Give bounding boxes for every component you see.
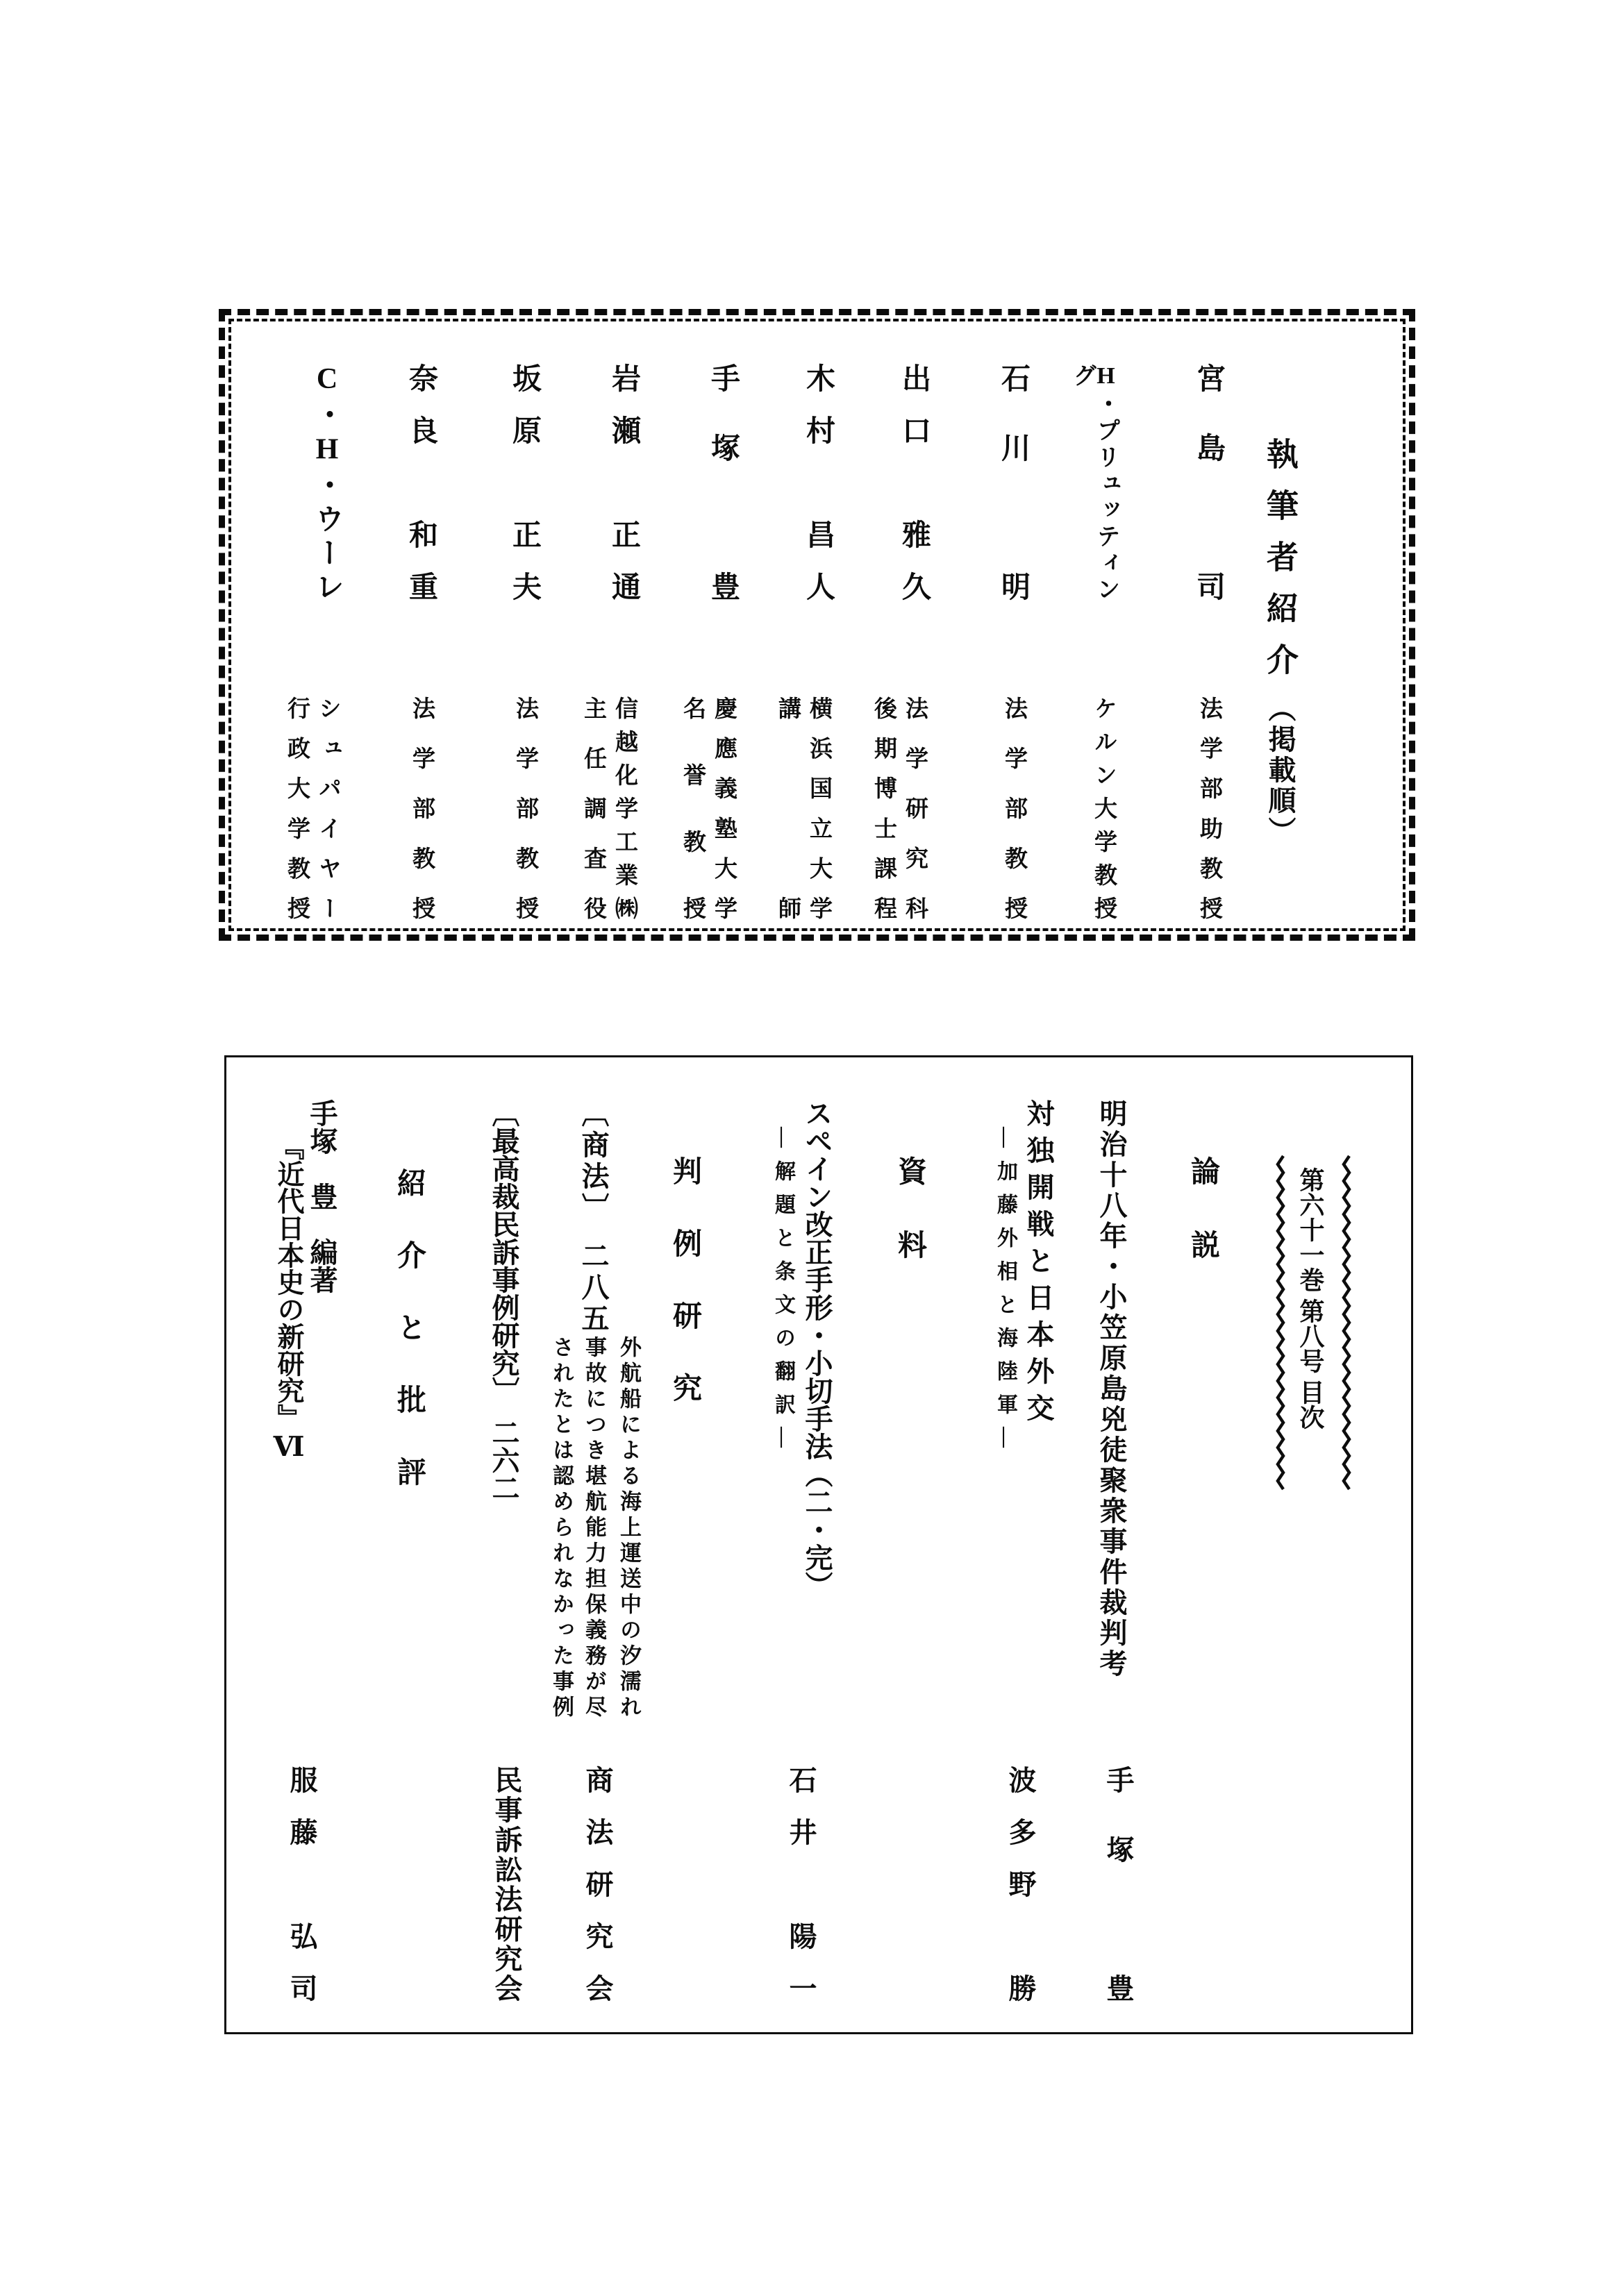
contributor-name: 宮島 司 xyxy=(1192,363,1224,601)
contributor-affiliation-line2: 後期博士課程 xyxy=(871,696,896,919)
contributor-name: 手塚 豊 xyxy=(707,363,739,601)
toc-entry-author: 民事訴訟法研究会 xyxy=(491,1766,522,2002)
toc-entry-subtitle: ―解題と条文の翻訳― xyxy=(772,1127,794,1460)
contributor-affiliation-line1: シュパイヤー xyxy=(315,696,340,919)
contributor-name: 石川 明 xyxy=(997,363,1029,601)
contributors-box xyxy=(219,309,1415,941)
toc-entry-author: 手塚 豊 xyxy=(1103,1766,1134,2002)
toc-entry-author: 商法研究会 xyxy=(582,1766,613,2002)
volume-issue-title: 第六十一巻 第八号 目次 xyxy=(1296,1167,1324,1430)
contributors-title-paren: （掲載順） xyxy=(1265,694,1296,847)
toc-box xyxy=(224,1055,1413,2034)
contributor-name: 奈良 和重 xyxy=(405,363,437,601)
section-heading-hanrei: 判例研究 xyxy=(669,1156,701,1445)
contributor-name: 出口 雅久 xyxy=(898,363,930,601)
toc-entry-author: 服藤 弘司 xyxy=(286,1766,317,2002)
toc-entry-label: 〔商法〕 二八五 xyxy=(578,1099,609,1335)
toc-entry-title: 対独開戦と日本外交 xyxy=(1023,1099,1054,1430)
contributor-name: H・プリュッティング xyxy=(1069,363,1119,601)
toc-entry-book-title: 『近代日本史の新研究』Ⅵ xyxy=(274,1133,303,1463)
contributors-title-main: 執筆者紹介 xyxy=(1262,437,1298,694)
toc-entry-description-line2: 事故につき堪航能力担保義務が尽 xyxy=(582,1336,606,1721)
toc-entry-label: 〔最高裁民訴事例研究〕 二六二 xyxy=(488,1099,519,1502)
toc-entry-title: スペイン改正手形・小切手法（二・完） xyxy=(801,1099,833,1599)
contributor-column-ule xyxy=(225,315,1409,935)
contributor-affiliation-line1: 信越化学工業㈱ xyxy=(612,696,637,919)
section-heading-ronsetsu: 論説 xyxy=(1187,1156,1219,1303)
contributor-affiliation-line1: 慶應義塾大学 xyxy=(711,696,736,919)
toc-entry-author: 波多野 勝 xyxy=(1005,1766,1036,2002)
contributor-affiliation-line1: ケルン大学教授 xyxy=(1091,696,1116,919)
wavy-rule-right xyxy=(1341,1155,1352,1491)
toc-entry-author: 石井 陽一 xyxy=(785,1766,817,2002)
contributor-affiliation-line1: 法学部教授 xyxy=(512,696,537,919)
contributor-affiliation-line1: 法学部教授 xyxy=(1001,696,1026,919)
section-heading-shokai: 紹介と批評 xyxy=(393,1168,425,1529)
contributor-affiliation-line2: 講師 xyxy=(775,696,800,919)
contributor-affiliation-line2: 行政大学教授 xyxy=(284,696,309,919)
contributor-name: 岩瀬 正通 xyxy=(608,363,640,601)
section-heading-shiryo: 資料 xyxy=(894,1156,926,1303)
contributor-name: 木村 昌人 xyxy=(802,363,834,601)
toc-entry-editor-line: 手塚 豊 編著 xyxy=(306,1099,337,1293)
toc-entry-description-line3: されたとは認められなかった事例 xyxy=(549,1336,574,1721)
contributor-affiliation-line2: 主任調査役 xyxy=(581,696,606,919)
wavy-rule-left xyxy=(1275,1155,1286,1491)
contributor-affiliation-line1: 法学研究科 xyxy=(902,696,927,919)
toc-entry-title: 明治十八年・小笠原島兇徒聚衆事件裁判考 xyxy=(1096,1099,1127,1679)
contributor-affiliation-line2: 名誉教授 xyxy=(680,696,705,919)
toc-entry-description-line1: 外航船による海上運送中の汐濡れ xyxy=(617,1336,641,1721)
contributor-name: 坂原 正夫 xyxy=(508,363,540,601)
contributor-affiliation-line1: 法学部助教授 xyxy=(1196,696,1221,919)
contributor-affiliation-line1: 法学部教授 xyxy=(409,696,434,919)
contributor-affiliation-line1: 横浜国立大学 xyxy=(806,696,831,919)
contributor-name: C・H・ウーレ xyxy=(311,363,343,601)
toc-entry-subtitle: ―加藤外相と海陸軍― xyxy=(994,1127,1017,1460)
